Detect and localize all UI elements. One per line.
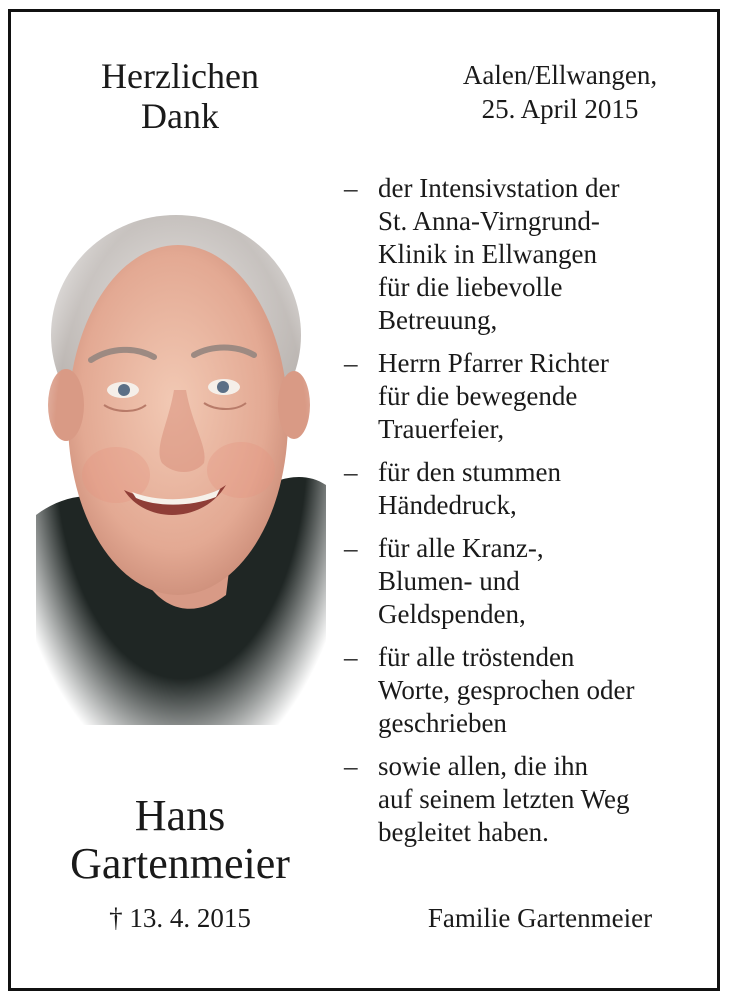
list-dash: – xyxy=(344,751,358,781)
thanks-line: Geldspenden, xyxy=(378,599,526,629)
thanks-line: Betreuung, xyxy=(378,305,498,335)
thanks-line: Herrn Pfarrer Richter xyxy=(378,348,609,378)
list-dash: – xyxy=(344,642,358,672)
list-dash: – xyxy=(344,457,358,487)
thanks-line: für die liebevolle xyxy=(378,272,563,302)
thanks-item xyxy=(344,172,714,337)
thanks-line: geschrieben xyxy=(378,708,507,738)
thanks-line: Blumen- und xyxy=(378,566,520,596)
thanks-line: Klinik in Ellwangen xyxy=(378,239,597,269)
thanks-line: Händedruck, xyxy=(378,490,517,520)
place-line: Aalen/Ellwangen, xyxy=(462,60,658,90)
place-date xyxy=(420,58,700,126)
thanks-line: Worte, gesprochen oder xyxy=(378,675,635,705)
thanks-list xyxy=(344,172,714,859)
family-signature: Familie Gartenmeier xyxy=(427,903,653,933)
thanks-line: auf seinem letzten Weg xyxy=(378,784,630,814)
date-line: 25. April 2015 xyxy=(481,94,639,124)
thanks-line: der Intensivstation der xyxy=(378,173,620,203)
list-dash: – xyxy=(344,173,358,203)
heading-line-2: Dank xyxy=(141,96,219,136)
portrait-illustration xyxy=(36,185,326,725)
thanks-item xyxy=(344,641,714,740)
deceased-last-name: Gartenmeier xyxy=(70,839,290,888)
thanks-item xyxy=(344,750,714,849)
heading xyxy=(40,56,320,136)
thanks-line: sowie allen, die ihn xyxy=(378,751,588,781)
thanks-line: für alle tröstenden xyxy=(378,642,575,672)
heading-line-1: Herzlichen xyxy=(101,56,259,96)
thanks-line: begleitet haben. xyxy=(378,817,549,847)
thanks-item xyxy=(344,456,714,522)
portrait-photo xyxy=(36,185,326,725)
thanks-line: für den stummen xyxy=(378,457,561,487)
thanks-line: für die bewegende xyxy=(378,381,578,411)
death-date: † 13. 4. 2015 xyxy=(109,903,251,933)
thanks-item xyxy=(344,532,714,631)
thanks-line: St. Anna-Virngrund- xyxy=(378,206,600,236)
list-dash: – xyxy=(344,533,358,563)
deceased-name xyxy=(20,792,340,888)
list-dash: – xyxy=(344,348,358,378)
thanks-line: Trauerfeier, xyxy=(378,414,505,444)
deceased-first-name: Hans xyxy=(134,791,226,840)
thanks-line: für alle Kranz-, xyxy=(378,533,544,563)
thanks-item xyxy=(344,347,714,446)
